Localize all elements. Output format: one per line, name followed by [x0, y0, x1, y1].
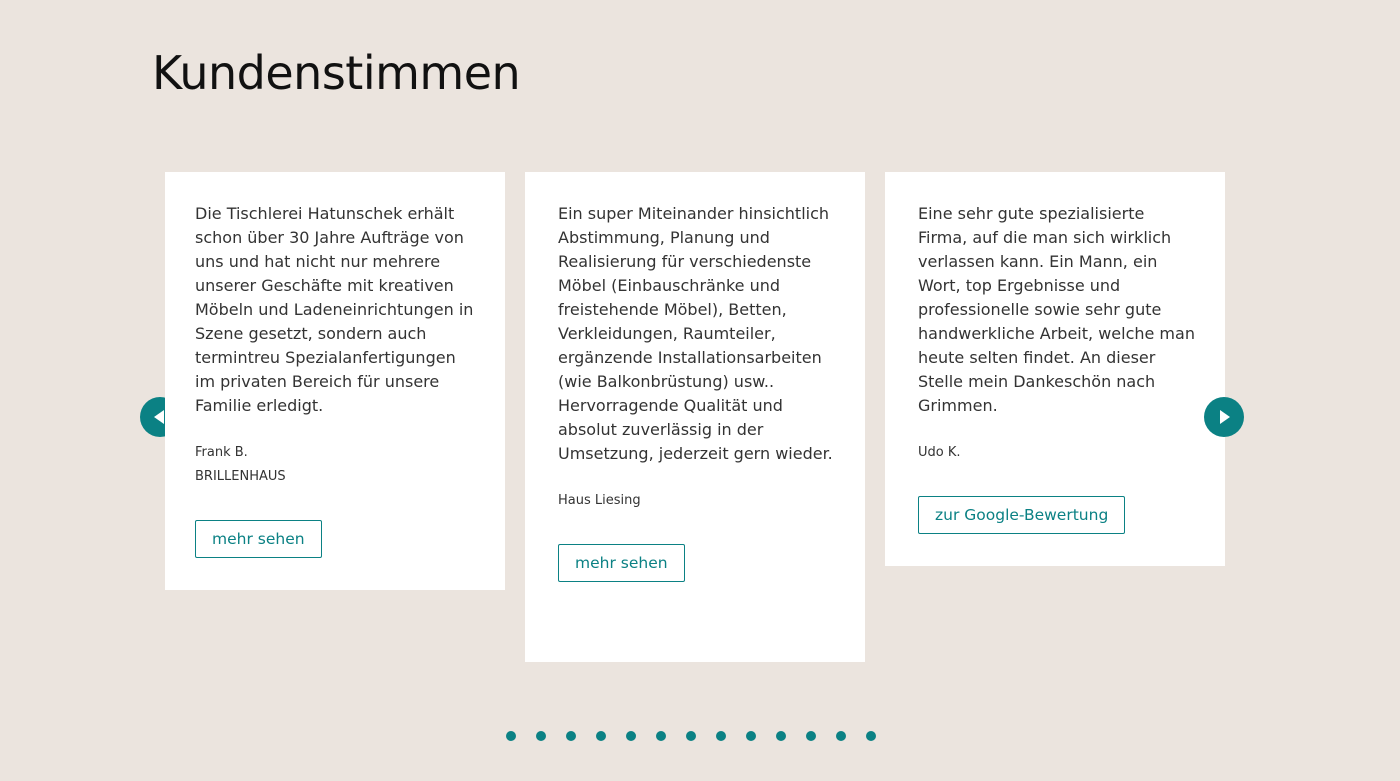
testimonial-author: Haus Liesing — [558, 493, 641, 508]
carousel-dot[interactable] — [686, 731, 696, 741]
testimonial-quote: Die Tischlerei Hatunschek erhält schon über 30 Jahre Aufträge von uns und hat nicht nur mehrere unserer Geschäfte mit kreativen Möbeln und Ladeneinrichtungen in Szene gesetzt, sondern auch termintreu Spezialanfertigungen im privaten Bereich für unsere Familie erledigt. — [195, 204, 474, 415]
more-button[interactable]: mehr sehen — [558, 544, 685, 582]
chevron-left-icon — [154, 410, 164, 424]
carousel-dot[interactable] — [566, 731, 576, 741]
carousel-dot[interactable] — [836, 731, 846, 741]
carousel-dot[interactable] — [776, 731, 786, 741]
testimonial-card — [165, 172, 505, 590]
section-title: Kundenstimmen — [152, 46, 521, 100]
testimonial-quote: Ein super Miteinander hinsichtlich Abstimmung, Planung und Realisierung für verschiedenste Möbel (Einbauschränke und freistehende Möbel), Betten, Verkleidungen, Raumteiler, ergänzende Installationsarbeiten (wie Balkonbrüstung) usw.. Hervorragende Qualität und absolut zuverlässig in der Umsetzung, jederzeit gern wieder. — [558, 204, 833, 463]
testimonial-card — [885, 172, 1225, 566]
carousel-dot[interactable] — [656, 731, 666, 741]
carousel-pagination — [506, 731, 876, 741]
carousel-dot[interactable] — [596, 731, 606, 741]
carousel-next-button[interactable] — [1204, 397, 1244, 437]
google-review-button[interactable]: zur Google-Bewertung — [918, 496, 1125, 534]
carousel-dot[interactable] — [506, 731, 516, 741]
carousel-dot[interactable] — [746, 731, 756, 741]
chevron-right-icon — [1220, 410, 1230, 424]
more-button[interactable]: mehr sehen — [195, 520, 322, 558]
testimonial-author: Frank B. — [195, 445, 248, 460]
testimonial-company: BRILLENHAUS — [195, 469, 286, 484]
carousel-dot[interactable] — [716, 731, 726, 741]
testimonial-quote: Eine sehr gute spezialisierte Firma, auf die man sich wirklich verlassen kann. Ein Mann, ein Wort, top Ergebnisse und professionelle sowie sehr gute handwerkliche Arbeit, welche man heute selten findet. An dieser Stelle mein Dankeschön nach Grimmen. — [918, 204, 1195, 415]
carousel-dot[interactable] — [536, 731, 546, 741]
testimonial-author: Udo K. — [918, 445, 961, 460]
carousel-dot[interactable] — [866, 731, 876, 741]
carousel-dot[interactable] — [626, 731, 636, 741]
carousel-dot[interactable] — [806, 731, 816, 741]
testimonial-card — [525, 172, 865, 662]
